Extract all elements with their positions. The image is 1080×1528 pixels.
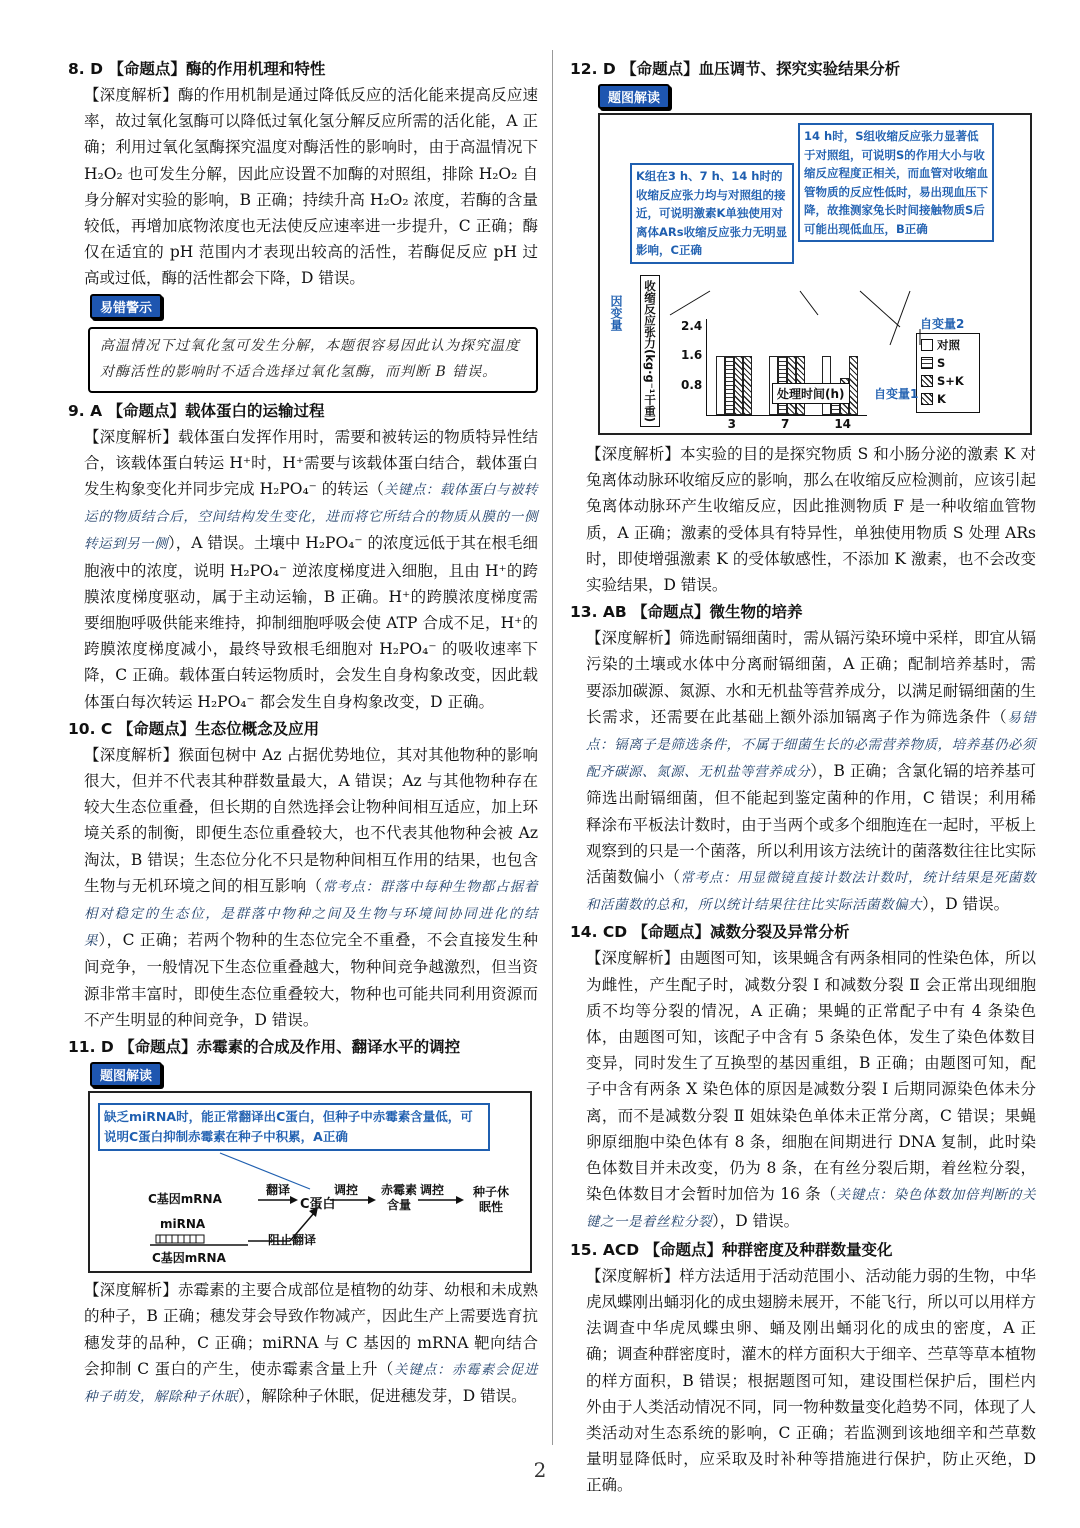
legend-swatch-对照: [921, 339, 933, 351]
bar-S+K-3: [734, 356, 743, 415]
q11-mrna-label-2: C基因mRNA: [152, 1251, 226, 1266]
q9-analysis: [68, 424, 538, 715]
q11-translate-label: 翻译: [266, 1183, 291, 1198]
q12-callout-right: 14 h时，S组收缩反应张力显著低于对照组，可说明S的作用大小与收缩反应程度正相关，而血管对收缩血管物质的反应性低时，易出现血压下降，故推测家兔长时间接触物质S后可能出现低血压，B正确: [798, 123, 994, 242]
legend-swatch-S: [921, 357, 933, 369]
legend-label-K: K: [937, 392, 946, 406]
q11-analysis: [68, 1277, 538, 1410]
bar-对照-3: [716, 356, 725, 415]
y-tick-1.6: 1.6: [681, 348, 703, 363]
q12-y-axis-label: 收缩反应张力(kg·g⁻¹干重): [640, 275, 660, 427]
legend-item-对照: [921, 337, 960, 353]
q10-text-1: 【深度解析】猴面包树中 Az 占据优势地位，其对其他物种的影响很大，但并不代表其种群数量最大，A 错误；Az 与其他物种存在较大生态位重叠，但长期的自然选择会让物种间相互适应，加上环境关系的制衡，即便生态位重叠较大，也不代表其他物种会被 Az 淘汰，B 错误；生态位分化不只是物种间相互作用的结果，也包含生物与无机环境之间的相互影响（: [84, 745, 538, 895]
q13-text-3: ），D 错误。: [922, 895, 1010, 914]
q13-pitfall-note: 易错点：镉离子是筛选条件，不属于细菌生长的必需营养物质，培养基仍必须配齐碳源、氮源、无机盐等营养成分: [586, 709, 1036, 781]
bar-K-14: [849, 356, 858, 415]
q14-keypoint-note: 关键点：染色体数加倍判断的关键之一是着丝粒分裂: [586, 1187, 1036, 1231]
x-tick-7: 7: [781, 417, 790, 431]
q11-regulate-label-2: 调控: [420, 1183, 445, 1198]
q12-independent-variable-1: 自变量1: [874, 387, 919, 401]
x-tick-3: 3: [727, 417, 737, 431]
legend-swatch-S+K: [921, 375, 933, 387]
q12-heading: 12. D 【命题点】血压调节、探究实验结果分析: [570, 60, 901, 78]
q11-protein-label: C蛋白: [300, 1197, 336, 1213]
legend-swatch-K: [921, 393, 933, 405]
q12-figure-tag: 题图解读: [598, 84, 670, 109]
legend-item-K: [921, 391, 946, 407]
error-warning-tag: 易错警示: [90, 294, 162, 319]
q11-regulate-label-1: 调控: [334, 1183, 359, 1198]
q14-heading: 14. CD 【命题点】减数分裂及异常分析: [570, 923, 850, 942]
bar-S-3: [725, 356, 734, 415]
q11-heading: 11. D 【命题点】赤霉素的合成及作用、翻译水平的调控: [68, 1038, 461, 1057]
q13-common-note: 常考点：用显微镜直接计数法计数时，统计结果是死菌数和活菌数的总和，所以统计结果往往比实际活菌数偏大: [586, 870, 1036, 914]
q11-block-label: 阻止翻译: [268, 1233, 317, 1248]
legend-label-对照: 对照: [937, 338, 960, 352]
right-column: [570, 55, 1036, 1499]
q12-x-axis-label: 处理时间(h): [772, 383, 850, 404]
y-tick-2.4: 2.4: [681, 319, 703, 333]
q12-legend: [916, 333, 980, 413]
q9-keypoint-note: 关键点：载体蛋白与被转运的物质结合后，空间结构发生变化，进而将它所结合的物质从膜的一侧转运到另一侧: [84, 482, 538, 553]
q13-analysis: [570, 625, 1036, 918]
q12-analysis: 【深度解析】本实验的目的是探究物质 S 和小肠分泌的激素 K 对兔离体动脉环收缩反应的影响，那么在收缩反应检测前，应该引起兔离体动脉环产生收缩反应，因此推测物质 F 是一种收缩血管物质，A 正确；激素的受体具有特异性，单独使用物质 S 处理 ARs 时，即使增强激素 K 的受体敏感性，不添加 K 激素，也不会改变实验结果，D 错误。: [586, 445, 1036, 595]
q14-text-2: ），D 错误。: [712, 1212, 800, 1231]
x-tick-14: 14: [834, 417, 852, 431]
q9-text-2: ），A 错误。土壤中 H₂PO₄⁻ 的浓度远低于其在根毛细胞液中的浓度，说明 H₂PO₄⁻ 逆浓度梯度进入细胞，且由 H⁺的跨膜浓度梯度驱动，属于主动运输，B 正确。H⁺的跨膜浓度梯度需要细胞呼吸供能来维持，抑制细胞呼吸会使 ATP 合成不足，H⁺的跨膜浓度梯度减小，最终导致根毛细胞对 H₂PO₄⁻ 的吸收速率下降，C 正确。载体蛋白转运物质时，会发生自身构象改变，因此载体蛋白每次转运 H₂PO₄⁻ 都会发生自身构象改变，D 正确。: [84, 534, 538, 711]
q8-analysis: 【深度解析】酶的作用机制是通过降低反应的活化能来提高反应速率，故过氧化氢酶可以降低过氧化氢分解反应所需的活化能，A 正确；利用过氧化氢酶探究温度对酶活性的影响时，由于高温情况下 H₂O₂ 也可发生分解，因此应设置不加酶的对照组，排除 H₂O₂ 自身分解对实验的影响，B 正确；持续升高 H₂O₂ 浓度，若酶的含量较低，再增加底物浓度也无法使反应速率进一步提升，C 正确；酶仅在适宜的 pH 范围内才表现出较高的活性，若酶促反应 pH 过高或过低，酶的活性都会下降，D 错误。: [84, 86, 538, 288]
q12-figure: [598, 113, 1032, 435]
error-warning-box: 高温情况下过氧化氢可发生分解，本题很容易因此认为探究温度对酶活性的影响时不适合选择过氧化氢酶，而判断 B 错误。: [88, 327, 538, 393]
q8-heading: 8. D 【命题点】酶的作用机理和特性: [68, 60, 326, 78]
bar-K-3: [743, 356, 752, 415]
q11-text-1: 【深度解析】赤霉素的主要合成部位是植物的幼芽、幼根和未成熟的种子，B 正确；穗发芽会导致作物减产，因此生产上需要选育抗穗发芽的品种，C 正确；miRNA 与 C 基因的 mRNA 靶向结合会抑制 C 蛋白的产生，使赤霉素含量上升（: [84, 1281, 538, 1378]
q11-text-2: ），解除种子休眠，促进穗发芽，D 错误。: [238, 1386, 527, 1405]
legend-item-S+K: [921, 373, 964, 389]
q9-text-1: 【深度解析】载体蛋白发挥作用时，需要和被转运的物质特异性结合，该载体蛋白转运 H⁺时，H⁺需要与该载体蛋白结合，载体蛋白发生构象变化并同步完成 H₂PO₄⁻ 的转运（: [84, 427, 538, 499]
q14-analysis: [570, 945, 1036, 1235]
legend-item-S: [921, 355, 945, 371]
q9-heading: 9. A 【命题点】载体蛋白的运输过程: [68, 401, 325, 420]
q10-keypoint-note: 常考点：群落中每种生物都占据着相对稳定的生态位，是群落中物种之间及生物与环境间协同进化的结果: [84, 878, 538, 950]
q15-heading: 15. ACD 【命题点】种群密度及种群数量变化: [570, 1240, 893, 1259]
q11-keypoint-note: 关键点：赤霉素会促进种子萌发，解除种子休眠: [84, 1361, 538, 1405]
page-number: 2: [533, 1458, 547, 1482]
q12-callout-left: K组在3 h、7 h、14 h时的收缩反应张力均与对照组的接近，可说明激素K单独使用对离体ARs收缩反应张力无明显影响，C正确: [630, 163, 794, 264]
q14-text-1: 【深度解析】由题图可知，该果蝇含有两条相同的性染色体，所以为雌性，产生配子时，减数分裂 Ⅰ 和减数分裂 Ⅱ 会正常出现细胞质不均等分裂的情况，A 正确；果蝇的正常配子中有 4 条染色体，由题图可知，该配子中含有 5 条染色体，发生了染色体数目变异，同时发生了互换型的基因重组，B 正确；由题图可知，配子中含有两条 X 染色体的原因是减数分裂 Ⅰ 后期同源染色体未分离，而不是减数分裂 Ⅱ 姐妹染色单体未正常分离，C 错误；果蝇卵原细胞中染色体有 8 条，细胞在间期进行 DNA 复制，此时染色体数目并未改变，仍为 8 条，在有丝分裂后期，着丝粒分裂，染色体数目才会暂时加倍为 16 条（: [586, 949, 1036, 1204]
q11-callout: 缺乏miRNA时，能正常翻译出C蛋白，但种子中赤霉素含量低，可说明C蛋白抑制赤霉素在种子中积累，A正确: [98, 1103, 490, 1151]
q13-text-1: 【深度解析】筛选耐镉细菌时，需从镉污染环境中采样，即宜从镉污染的土壤或水体中分离耐镉细菌，A 正确；配制培养基时，需要添加碳源、氮源、水和无机盐等营养成分，以满足耐镉细菌的生长需求，还需要在此基础上额外添加镉离子作为筛选条件（: [586, 629, 1036, 726]
q12-dependent-variable: 因变量: [609, 295, 623, 331]
q11-mrna-label: C基因mRNA: [148, 1192, 222, 1207]
q10-text-2: ），C 正确；若两个物种的生态位完全不重叠，不会直接发生种间竞争，一般情况下生态位重叠越大，物种间竞争越激烈，但当资源非常丰富时，即使生态位重叠较大，物种也可能共同利用资源而不产生明显的种间竞争，D 错误。: [84, 931, 539, 1029]
q11-dormancy-label: 种子休眠性: [472, 1185, 509, 1215]
q10-analysis: [68, 742, 538, 1033]
y-tick-0.8: 0.8: [681, 377, 703, 392]
legend-label-S: S: [937, 356, 946, 370]
q11-figure-tag: 题图解读: [90, 1062, 162, 1087]
q11-ga-label: 赤霉素含量: [380, 1183, 417, 1213]
q11-pathway-figure: [88, 1091, 532, 1273]
q15-analysis: 【深度解析】样方法适用于活动范围小、活动能力弱的生物，中华虎凤蝶刚出蛹羽化的成虫翅膀未展开，不能飞行，所以可以用样方法调查中华虎凤蝶虫卵、蛹及刚出蛹羽化的成虫的密度，A 正确；调查种群密度时，灌木的样方面积大于细辛、苎草等草本植物的样方面积，B 错误；根据题图可知，建设围栏保护后，围栏内外由于人类活动情况不同，同一物种数量变化趋势不同，体现了人类活动对生态系统的影响，C 正确；若监测到该地细辛和苎草数量明显降低时，应采取及时补种等措施进行保护，防止灭绝，D 正确。: [586, 1266, 1036, 1495]
q13-text-2: ），B 正确；含氯化镉的培养基可筛选出耐镉细菌，但不能起到鉴定菌种的作用，C 错误；利用稀释涂布平板法计数时，由于当两个或多个细胞连在一起时，平板上观察到的只是一个菌落，所以利用该方法统计的菌落数往往比实际活菌数偏小（: [586, 762, 1036, 887]
left-column: [68, 55, 538, 1410]
legend-label-S+K: S+K: [937, 374, 964, 388]
q11-mirna-label: miRNA: [160, 1217, 206, 1232]
q13-heading: 13. AB 【命题点】微生物的培养: [570, 603, 803, 622]
q12-independent-variable-2: 自变量2: [920, 317, 965, 331]
q10-heading: 10. C 【命题点】生态位概念及应用: [68, 719, 320, 738]
column-divider: [552, 50, 553, 1445]
